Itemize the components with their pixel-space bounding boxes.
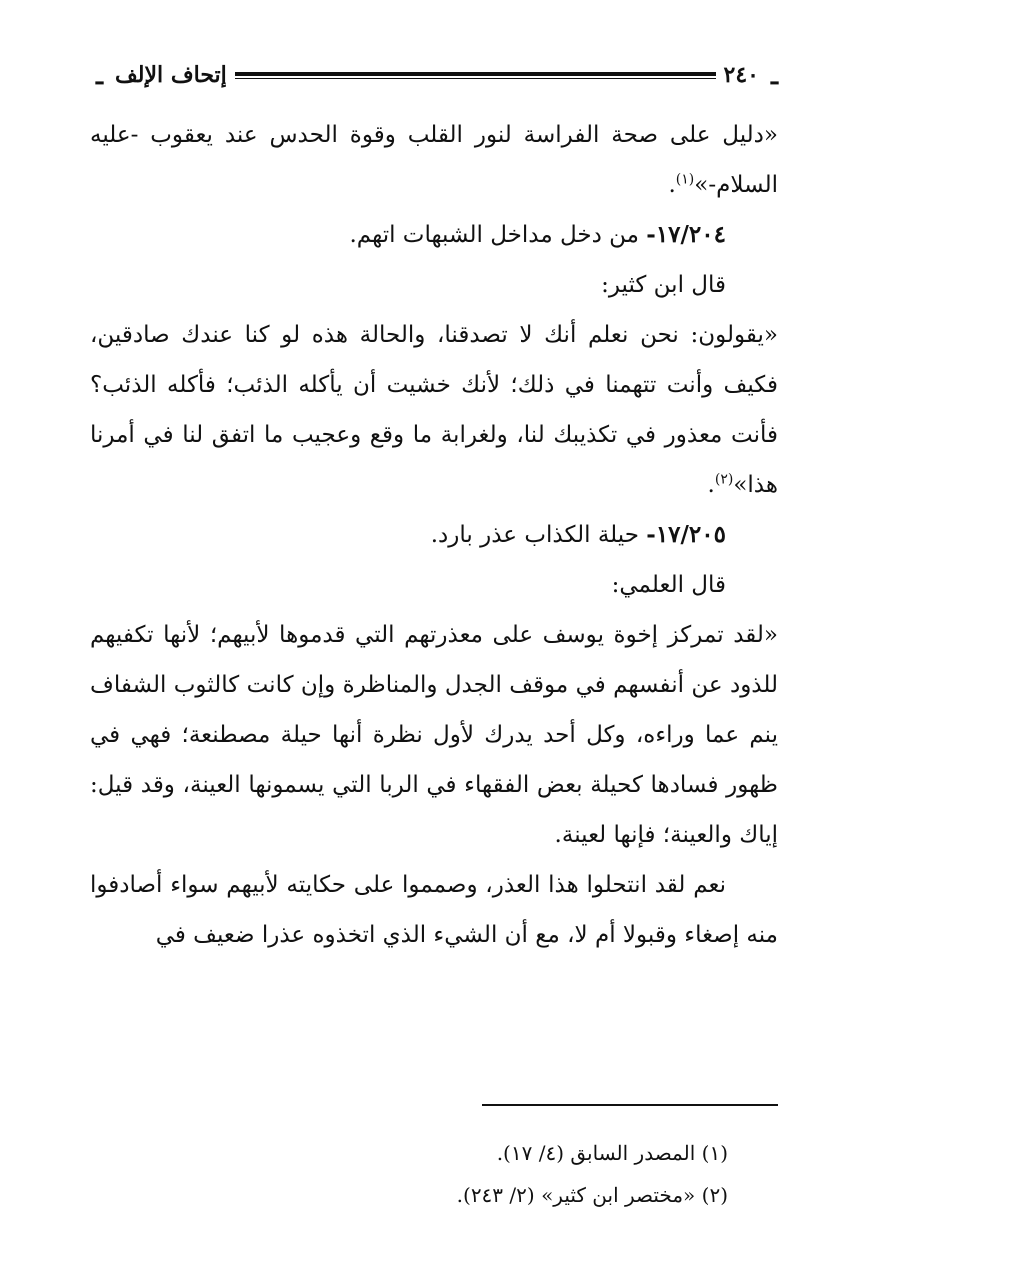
paragraph-end: . [707, 472, 715, 498]
footnote-ref-2: (٢) [714, 471, 734, 488]
entry-205 [90, 510, 778, 560]
entry-204 [90, 210, 778, 260]
attribution-alalami: قال العلمي: [611, 572, 726, 598]
running-header [92, 58, 782, 92]
paragraph-text: «يقولون: نحن نعلم أنك لا تصدقنا، والحالة هذه لو كنا عندك صادقين، فكيف وأنت تتهمنا في ذلك؛ لأنك خشيت أن يأكله الذئب؛ فأكله الذئب؟ فأنت معذور في تكذيبك لنا، ولغرابة ما وقع وعجيب ما اتفق لنا في أمرنا هذا» [90, 322, 778, 498]
header-rule [235, 72, 716, 79]
footnote-2: (٢) «مختصر ابن كثير» (٢/ ٢٤٣). [456, 1183, 728, 1207]
footnote-ref-1: (١) [675, 171, 695, 188]
main-text [90, 110, 778, 960]
paragraph-quote-2 [90, 310, 778, 510]
book-title: إتحاف الإلف [115, 62, 227, 88]
footnote-separator [482, 1104, 778, 1106]
entry-number: ١٧/٢٠٥- [646, 521, 726, 548]
paragraph-continuation: نعم لقد انتحلوا هذا العذر، وصمموا على حكايته لأبيهم سواء أصادفوا منه إصغاء وقبولا أم لا، مع أن الشيء الذي اتخذوه عذرا ضعيف في [90, 872, 778, 948]
entry-heading: حيلة الكذاب عذر بارد. [430, 522, 647, 548]
paragraph-quote-3: «لقد تمركز إخوة يوسف على معذرتهم التي قدموها لأبيهم؛ لأنها تكفيهم للذود عن أنفسهم في موقف الجدل والمناظرة وإن كانت كالثوب الشفاف ينم عما وراءه، وكل أحد يدرك لأول نظرة أنها حيلة مصطنعة؛ فهي في ظهور فسادها كحيلة بعض الفقهاء في الربا التي يسمونها العينة، وقد قيل: إياك والعينة؛ فإنها لعينة. [90, 622, 778, 848]
footnotes [300, 1132, 728, 1216]
header-dash-right: ـ [770, 60, 778, 90]
paragraph-text: «دليل على صحة الفراسة لنور القلب وقوة الحدس عند يعقوب -عليه السلام-» [90, 122, 778, 198]
entry-heading: من دخل مداخل الشبهات اتهم. [349, 222, 647, 248]
page-number: ٢٤٠ [723, 62, 759, 88]
footnote-1: (١) المصدر السابق (٤/ ١٧). [496, 1141, 728, 1165]
attribution-ibn-kathir: قال ابن كثير: [601, 272, 726, 298]
header-dash-left: ـ [96, 60, 104, 90]
entry-number: ١٧/٢٠٤- [646, 221, 726, 248]
paragraph-quote-1 [90, 110, 778, 210]
paragraph-end: . [668, 172, 676, 198]
